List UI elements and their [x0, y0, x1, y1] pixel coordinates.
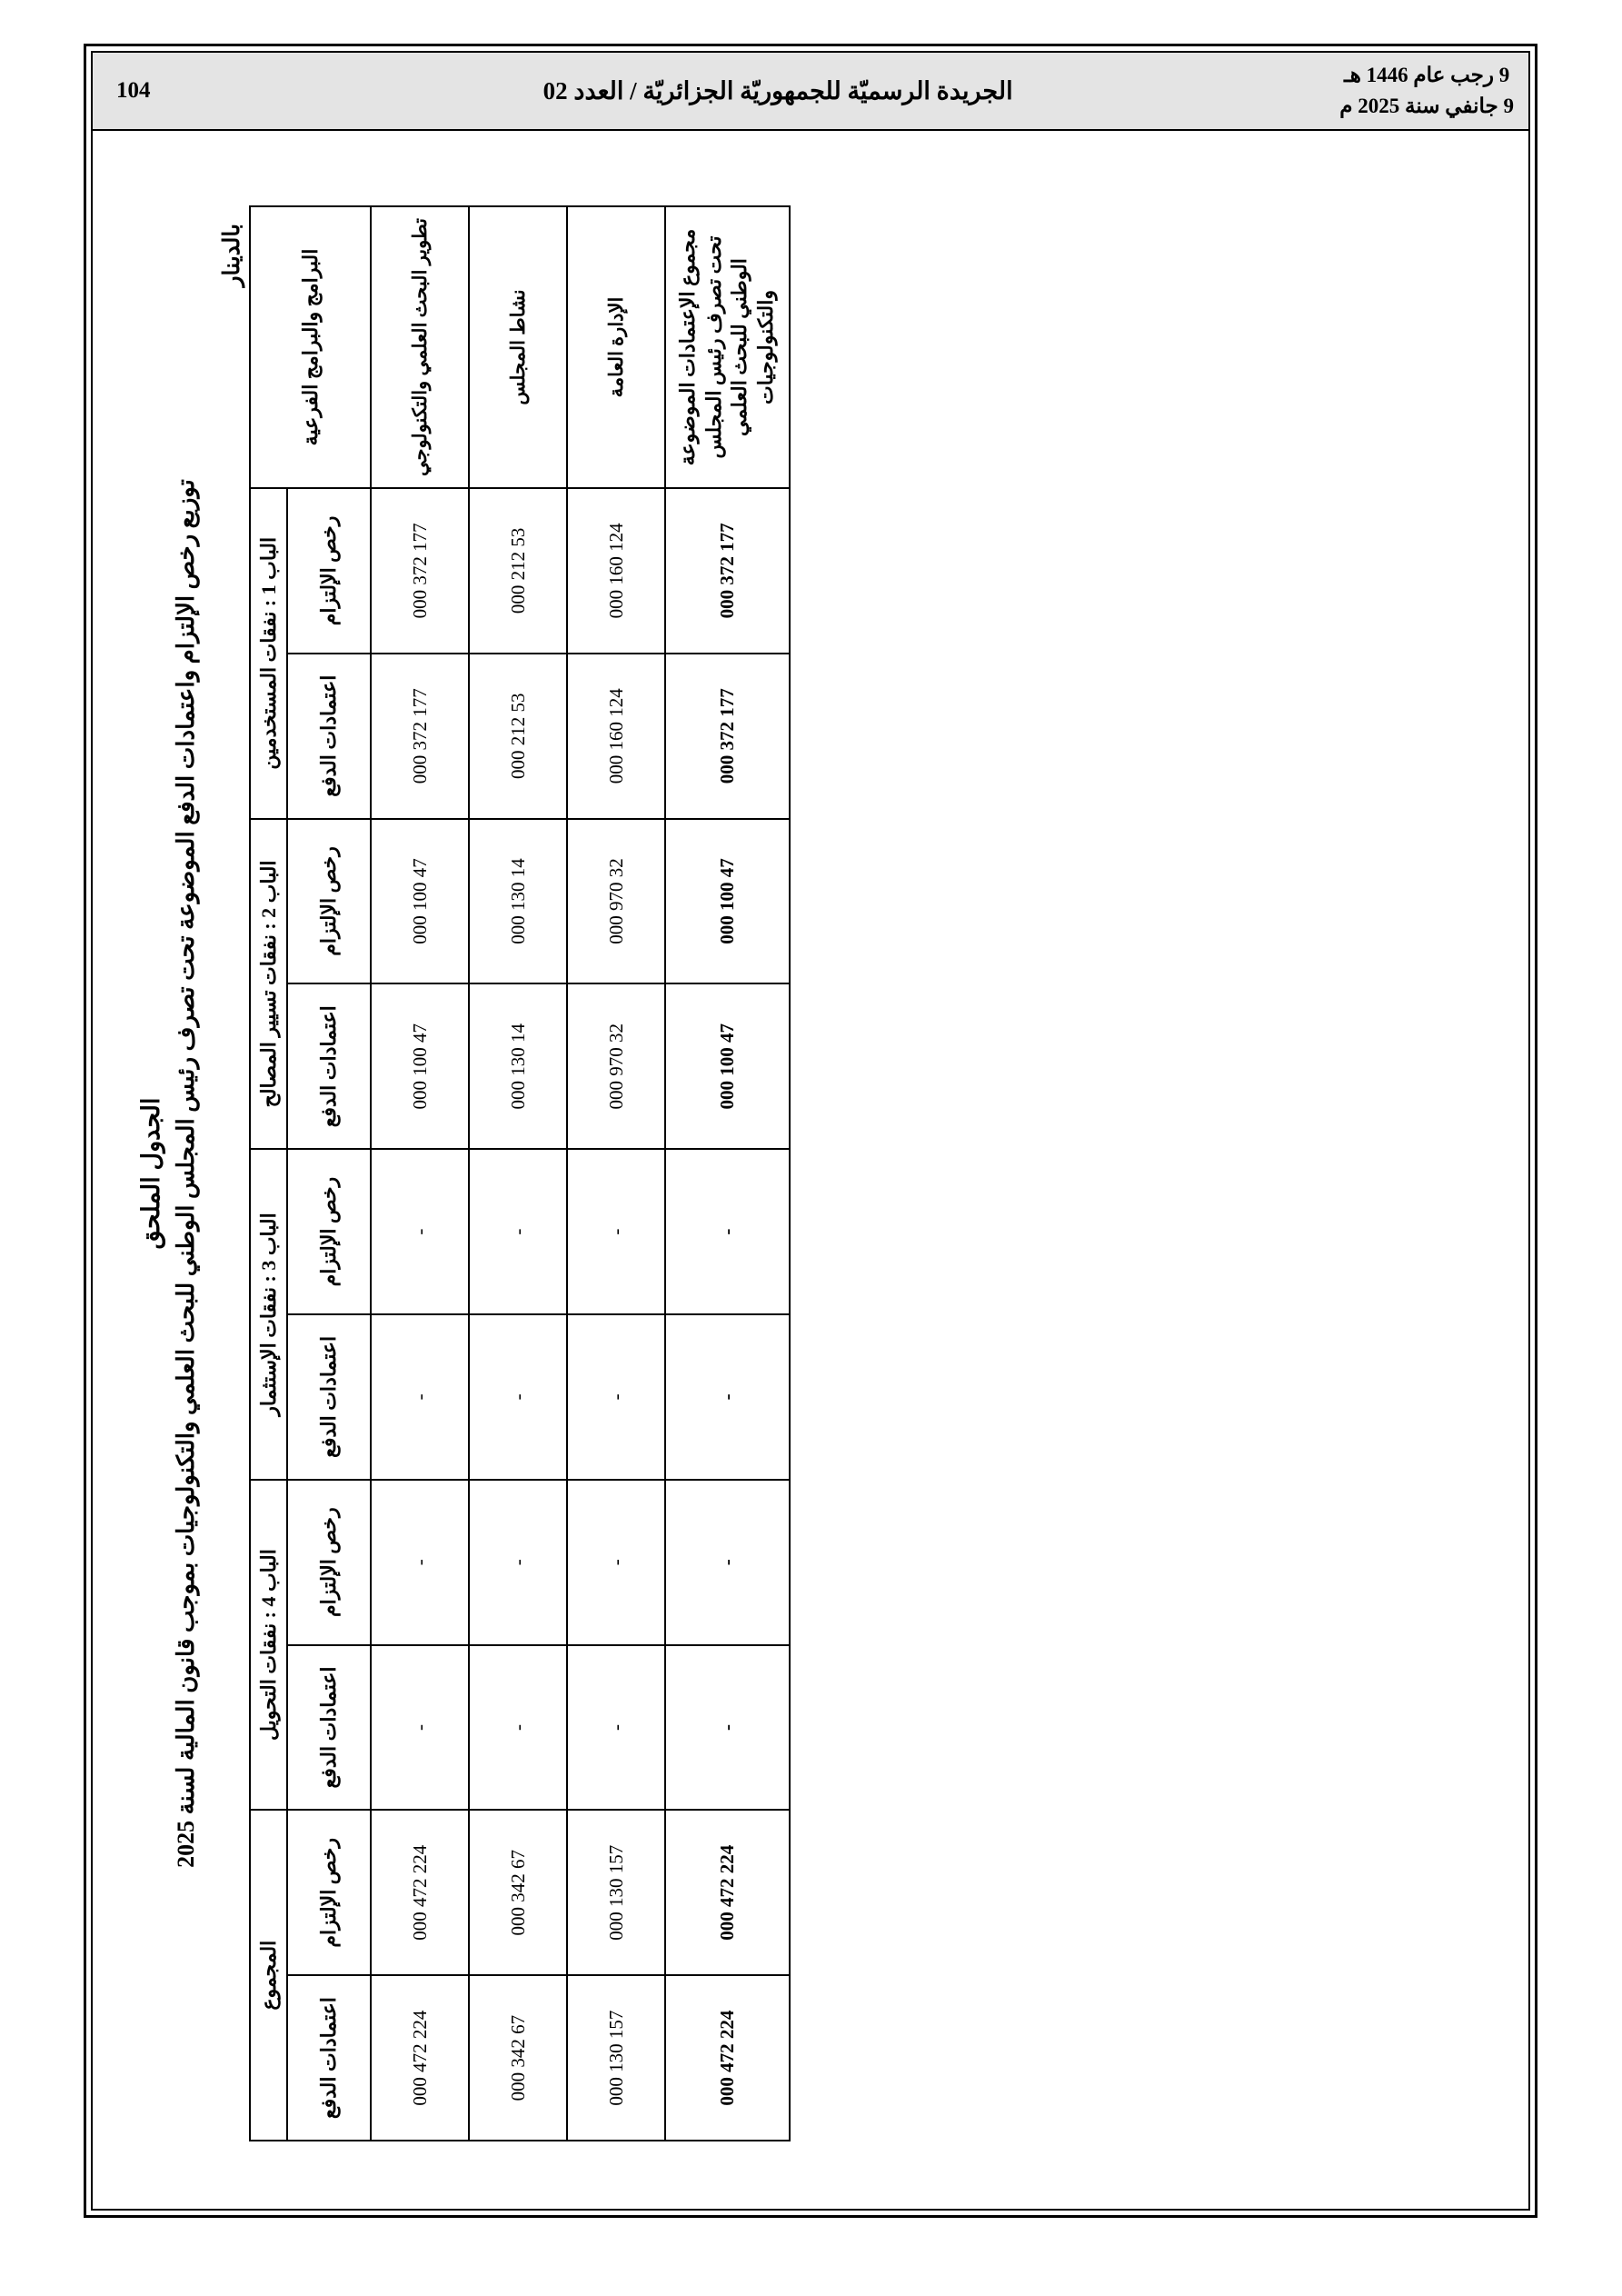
cell-total-payments: 224 472 000	[371, 1975, 469, 2141]
table-title: توزيع رخص الإلتزام واعتمادات الدفع الموضوعة تحت تصرف رئيس المجلس الوطني للبحث العلمي والتكنولوجيات بموجب قانون المالية لسنة 2025	[173, 479, 199, 1868]
cell-total-commitments: 157 130 000	[567, 1810, 665, 1975]
cell-c1-commitments: 124 160 000	[567, 488, 665, 654]
cell-c4-commitments: -	[665, 1480, 789, 1645]
table-row	[567, 206, 665, 2141]
row-program-name: تطوير البحث العلمي والتكنولوجي	[371, 206, 469, 488]
column-group-chapter-2: الباب 2 : نفقات تسيير المصالح	[250, 819, 288, 1150]
cell-c2-commitments: 47 100 000	[371, 819, 469, 984]
subcolumn-c3-payments: اعتمادات الدفع	[287, 1314, 371, 1480]
cell-total-payments: 67 342 000	[469, 1975, 567, 2141]
cell-total-commitments: 224 472 000	[371, 1810, 469, 1975]
table-body	[371, 206, 789, 2141]
unit-label: بالدينار	[219, 224, 244, 287]
budget-table	[249, 205, 791, 2141]
subcolumn-c2-payments: اعتمادات الدفع	[287, 983, 371, 1149]
table-head-group-row	[250, 206, 288, 2141]
rotated-table-content	[132, 155, 1495, 2191]
cell-c1-payments: 177 372 000	[665, 654, 789, 819]
table-row-total	[665, 206, 789, 2141]
cell-c2-payments: 14 130 000	[469, 983, 567, 1149]
cell-c2-payments: 47 100 000	[371, 983, 469, 1149]
page-header	[93, 53, 1528, 131]
table-label: الجدول الملحق	[137, 1097, 164, 1250]
subcolumn-c1-commitments: رخص الإلتزام	[287, 488, 371, 654]
row-program-name: مجموع الإعتمادات الموضوعة تحت تصرف رئيس المجلس الوطني للبحث العلمي والتكنولوجيات	[665, 206, 789, 488]
cell-c4-payments: -	[665, 1645, 789, 1811]
cell-c3-commitments: -	[665, 1149, 789, 1314]
cell-c4-commitments: -	[371, 1480, 469, 1645]
subcolumn-total-payments: اعتمادات الدفع	[287, 1975, 371, 2141]
cell-c1-payments: 177 372 000	[371, 654, 469, 819]
column-group-chapter-4: الباب 4 : نفقات التحويل	[250, 1480, 288, 1811]
cell-total-payments: 157 130 000	[567, 1975, 665, 2141]
cell-c2-commitments: 14 130 000	[469, 819, 567, 984]
table-row	[371, 206, 469, 2141]
subcolumn-total-commitments: رخص الإلتزام	[287, 1810, 371, 1975]
table-row	[469, 206, 567, 2141]
subcolumn-c4-commitments: رخص الإلتزام	[287, 1480, 371, 1645]
page-number: 104	[116, 78, 151, 103]
cell-c3-commitments: -	[567, 1149, 665, 1314]
cell-c2-payments: 47 100 000	[665, 983, 789, 1149]
cell-c1-commitments: 177 372 000	[665, 488, 789, 654]
cell-c4-commitments: -	[469, 1480, 567, 1645]
page-frame	[84, 44, 1537, 2218]
cell-c1-commitments: 53 212 000	[469, 488, 567, 654]
cell-c3-payments: -	[371, 1314, 469, 1480]
header-date	[1339, 60, 1514, 123]
column-group-chapter-3: الباب 3 : نفقات الإستثمار	[250, 1149, 288, 1480]
cell-c4-payments: -	[469, 1645, 567, 1811]
row-program-name: الإدارة العامة	[567, 206, 665, 488]
journal-title: الجريدة الرسميّة للجمهوريّة الجزائريّة / العدد 02	[542, 76, 1013, 105]
column-header-programs: البرامج والبرامج الفرعية	[250, 206, 372, 488]
table-head	[250, 206, 372, 2141]
cell-c4-payments: -	[567, 1645, 665, 1811]
subcolumn-c3-commitments: رخص الإلتزام	[287, 1149, 371, 1314]
cell-c1-payments: 124 160 000	[567, 654, 665, 819]
column-group-total: المجموع	[250, 1810, 288, 2141]
column-group-chapter-1: الباب 1 : نفقات المستخدمين	[250, 488, 288, 819]
cell-c3-payments: -	[567, 1314, 665, 1480]
cell-c4-commitments: -	[567, 1480, 665, 1645]
cell-c2-commitments: 47 100 000	[665, 819, 789, 984]
cell-total-commitments: 224 472 000	[665, 1810, 789, 1975]
cell-c2-payments: 32 970 000	[567, 983, 665, 1149]
subcolumn-c4-payments: اعتمادات الدفع	[287, 1645, 371, 1811]
cell-c3-commitments: -	[371, 1149, 469, 1314]
cell-total-commitments: 67 342 000	[469, 1810, 567, 1975]
rotated-table-stage	[93, 131, 1534, 2216]
page-frame-inner	[91, 51, 1530, 2211]
cell-c1-commitments: 177 372 000	[371, 488, 469, 654]
subcolumn-c2-commitments: رخص الإلتزام	[287, 819, 371, 984]
table-head-sub-row	[287, 206, 371, 2141]
cell-c2-commitments: 32 970 000	[567, 819, 665, 984]
header-date-gregorian: 9 جانفي سنة 2025 م	[1339, 95, 1514, 117]
header-date-hijri: 9 رجب عام 1446 هـ	[1344, 63, 1510, 86]
cell-c3-payments: -	[665, 1314, 789, 1480]
row-program-name: نشاط المجلس	[469, 206, 567, 488]
cell-c4-payments: -	[371, 1645, 469, 1811]
cell-total-payments: 224 472 000	[665, 1975, 789, 2141]
subcolumn-c1-payments: اعتمادات الدفع	[287, 654, 371, 819]
cell-c1-payments: 53 212 000	[469, 654, 567, 819]
cell-c3-commitments: -	[469, 1149, 567, 1314]
cell-c3-payments: -	[469, 1314, 567, 1480]
